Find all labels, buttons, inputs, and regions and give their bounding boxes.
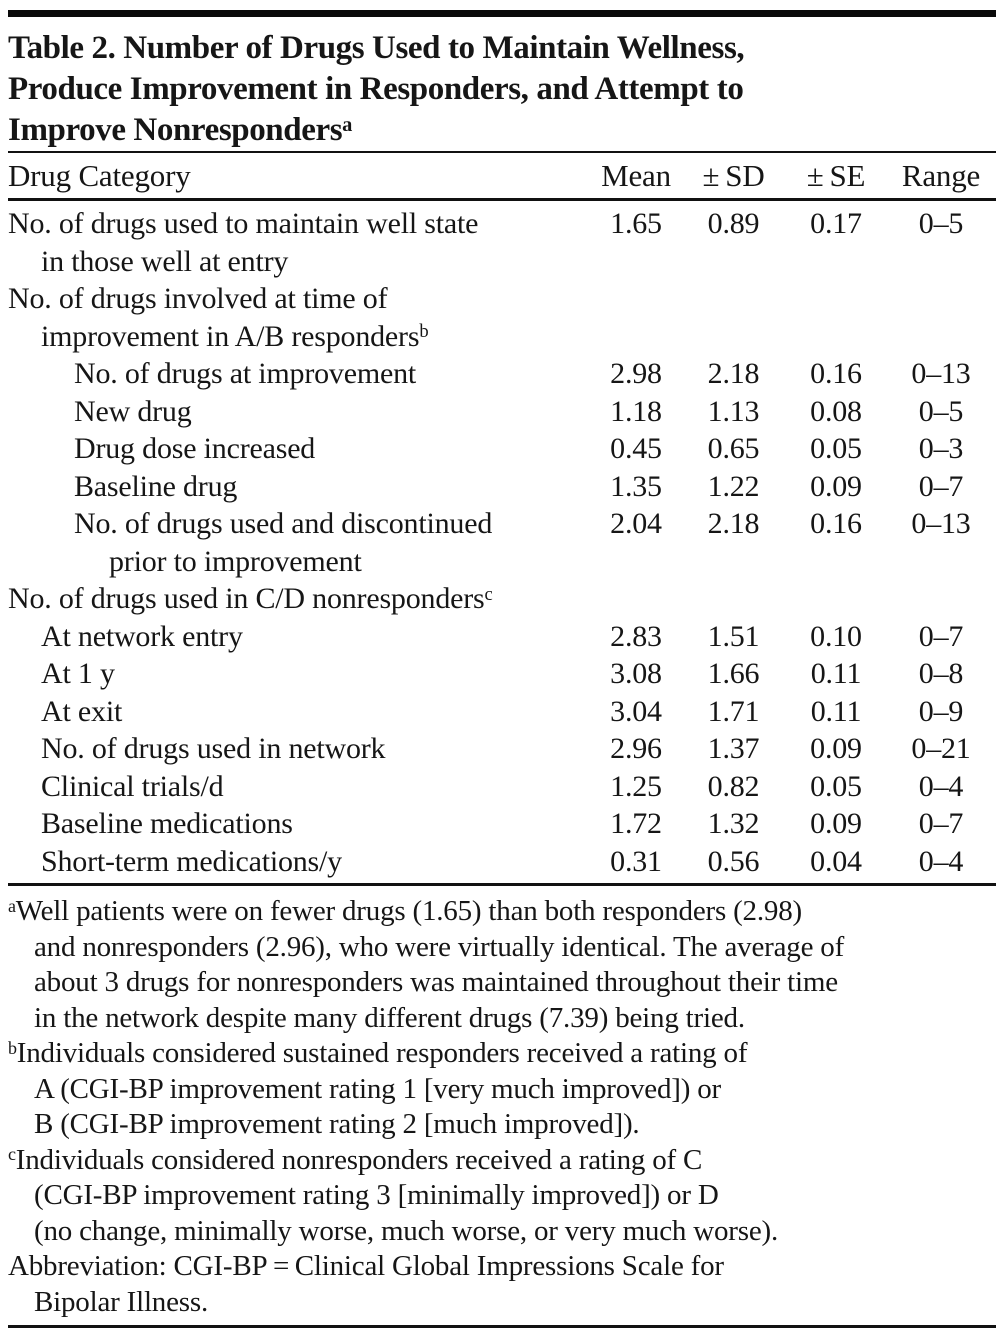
drug-category-label: Baseline medications bbox=[41, 807, 293, 840]
footnote-text: in the network despite many different drugs (7.39) being tried. bbox=[34, 1001, 745, 1034]
table-row bbox=[8, 205, 996, 243]
table-row bbox=[8, 280, 996, 318]
table-row bbox=[8, 468, 996, 506]
footnote-line bbox=[8, 1107, 996, 1143]
drug-category-cell bbox=[8, 543, 591, 581]
drug-category-label: Drug dose increased bbox=[74, 432, 316, 465]
footnote-marker: b bbox=[8, 1037, 17, 1058]
footnote-marker: c bbox=[8, 1144, 16, 1165]
table-row bbox=[8, 768, 996, 806]
range-cell: 0–3 bbox=[918, 432, 964, 465]
drug-category-cell bbox=[8, 355, 591, 393]
footnote-line bbox=[8, 1214, 996, 1250]
footnote-line bbox=[8, 1072, 996, 1108]
drug-category-label: No. of drugs used in C/D nonresponders bbox=[8, 582, 485, 615]
column-header-se: ± SE bbox=[806, 157, 866, 193]
sd-cell: 1.32 bbox=[707, 807, 760, 840]
se-cell: 0.05 bbox=[810, 432, 862, 465]
footnote-line bbox=[8, 894, 996, 930]
sd-cell: 2.18 bbox=[707, 507, 760, 540]
title-line: Table 2. Number of Drugs Used to Maintain Wellness, bbox=[8, 30, 745, 66]
table-bottom-rule bbox=[8, 1325, 996, 1328]
title-line bbox=[8, 110, 996, 151]
table-row bbox=[8, 655, 996, 693]
table-row bbox=[8, 505, 996, 543]
footnote-line bbox=[8, 1178, 996, 1214]
table-row bbox=[8, 805, 996, 843]
table-row bbox=[8, 730, 996, 768]
mean-cell: 1.35 bbox=[610, 469, 662, 503]
footnote-text: Individuals considered nonresponders received a rating of C bbox=[15, 1143, 703, 1176]
range-cell: 0–4 bbox=[918, 844, 964, 878]
drug-category-cell bbox=[8, 618, 591, 656]
se-cell: 0.08 bbox=[810, 394, 862, 428]
footnote-text: A (CGI-BP improvement rating 1 [very much improved]) or bbox=[34, 1072, 721, 1105]
range-cell: 0–5 bbox=[918, 394, 964, 428]
se-cell: 0.16 bbox=[810, 507, 862, 540]
drug-category-cell bbox=[8, 805, 591, 843]
column-header-row bbox=[8, 153, 996, 198]
table-row bbox=[8, 318, 996, 356]
drug-category-cell bbox=[8, 730, 591, 768]
footnotes-section bbox=[8, 894, 996, 1320]
table-row bbox=[8, 843, 996, 881]
range-cell: 0–7 bbox=[918, 619, 964, 653]
se-cell: 0.09 bbox=[810, 469, 862, 503]
range-cell: 0–7 bbox=[918, 469, 964, 503]
drug-category-label: improvement in A/B responders bbox=[41, 319, 420, 353]
se-cell: 0.17 bbox=[810, 207, 862, 240]
range-cell: 0–7 bbox=[918, 807, 964, 840]
drug-category-cell bbox=[8, 843, 591, 881]
footnote-text: and nonresponders (2.96), who were virtually identical. The average of bbox=[34, 930, 845, 963]
range-cell: 0–21 bbox=[911, 732, 971, 765]
mean-cell: 0.45 bbox=[610, 432, 662, 465]
drug-category-label: Clinical trials/d bbox=[41, 769, 224, 803]
sd-cell: 0.82 bbox=[707, 769, 760, 803]
footnote-text: (CGI-BP improvement rating 3 [minimally improved]) or D bbox=[34, 1179, 719, 1211]
table-row bbox=[8, 618, 996, 656]
se-cell: 0.09 bbox=[810, 732, 862, 765]
drug-category-label: New drug bbox=[74, 394, 192, 428]
sd-cell: 0.89 bbox=[707, 207, 760, 240]
drug-category-cell bbox=[8, 393, 591, 431]
footnote-text: B (CGI-BP improvement rating 2 [much improved]). bbox=[34, 1108, 640, 1140]
drug-category-cell bbox=[8, 580, 591, 618]
se-cell: 0.04 bbox=[810, 844, 862, 878]
sd-cell: 0.56 bbox=[707, 844, 760, 878]
footnote-text: (no change, minimally worse, much worse, or very much worse). bbox=[34, 1214, 779, 1247]
title-line: Produce Improvement in Responders, and Attempt to bbox=[8, 71, 744, 107]
drug-category-label: No. of drugs used and discontinued bbox=[74, 507, 493, 540]
row-footnote-marker: b bbox=[419, 321, 429, 343]
column-header-drug-category: Drug Category bbox=[8, 157, 191, 193]
drug-category-cell bbox=[8, 280, 591, 318]
column-header-mean: Mean bbox=[601, 157, 671, 193]
row-footnote-marker: c bbox=[484, 583, 493, 605]
drug-category-cell bbox=[8, 205, 591, 243]
title-line-text: Improve Nonresponders bbox=[8, 112, 343, 148]
drug-category-cell bbox=[8, 430, 591, 468]
mean-cell: 1.65 bbox=[610, 207, 662, 240]
sd-cell: 0.65 bbox=[707, 432, 760, 465]
drug-category-label: in those well at entry bbox=[41, 244, 289, 278]
footnote-line bbox=[8, 930, 996, 966]
footnote-line bbox=[8, 1001, 996, 1037]
body-bottom-rule bbox=[8, 883, 996, 886]
drug-category-label: No. of drugs used in network bbox=[41, 732, 386, 765]
footnote-line bbox=[8, 965, 996, 1001]
drug-category-label: At 1 y bbox=[41, 657, 115, 690]
drug-category-label: At network entry bbox=[41, 619, 243, 653]
footnote-text: Abbreviation: CGI-BP = Clinical Global Impressions Scale for bbox=[8, 1250, 724, 1282]
drug-category-cell bbox=[8, 505, 591, 543]
drug-category-cell bbox=[8, 655, 591, 693]
sd-cell: 1.13 bbox=[707, 394, 760, 428]
mean-cell: 2.83 bbox=[610, 619, 662, 653]
footnote-text: about 3 drugs for nonresponders was maintained throughout their time bbox=[34, 966, 838, 998]
table-row bbox=[8, 243, 996, 281]
mean-cell: 1.72 bbox=[610, 807, 662, 840]
footnote-marker: a bbox=[8, 895, 16, 916]
column-header-sd: ± SD bbox=[702, 157, 765, 193]
footnote-text: Well patients were on fewer drugs (1.65) than both responders (2.98) bbox=[15, 895, 802, 927]
table-title bbox=[8, 28, 996, 151]
drug-category-cell bbox=[8, 693, 591, 731]
footnote-text: Individuals considered sustained responders received a rating of bbox=[16, 1037, 748, 1069]
mean-cell: 2.96 bbox=[610, 732, 662, 765]
footnote-line bbox=[8, 1036, 996, 1072]
mean-cell: 1.25 bbox=[610, 769, 662, 803]
table-row bbox=[8, 393, 996, 431]
mean-cell: 0.31 bbox=[610, 844, 662, 878]
drug-category-label: No. of drugs involved at time of bbox=[8, 282, 388, 315]
se-cell: 0.16 bbox=[810, 357, 862, 390]
range-cell: 0–13 bbox=[911, 357, 971, 390]
table-body bbox=[8, 201, 996, 883]
se-cell: 0.09 bbox=[810, 807, 862, 840]
sd-cell: 2.18 bbox=[707, 357, 760, 390]
sd-cell: 1.51 bbox=[707, 619, 760, 653]
range-cell: 0–5 bbox=[918, 207, 964, 240]
sd-cell: 1.66 bbox=[707, 657, 760, 690]
se-cell: 0.11 bbox=[810, 694, 862, 728]
mean-cell: 2.04 bbox=[610, 507, 662, 540]
drug-category-cell bbox=[8, 243, 591, 281]
table-row bbox=[8, 355, 996, 393]
sd-cell: 1.71 bbox=[707, 694, 760, 728]
table-top-rule bbox=[8, 10, 996, 17]
footnote-text: Bipolar Illness. bbox=[34, 1285, 209, 1318]
range-cell: 0–13 bbox=[911, 507, 971, 540]
table-row bbox=[8, 430, 996, 468]
drug-category-label: No. of drugs at improvement bbox=[74, 357, 417, 390]
drug-category-label: At exit bbox=[41, 694, 123, 728]
range-cell: 0–9 bbox=[918, 694, 964, 728]
range-cell: 0–8 bbox=[918, 657, 964, 690]
drug-category-label: prior to improvement bbox=[109, 544, 362, 578]
footnote-line bbox=[8, 1285, 996, 1321]
range-cell: 0–4 bbox=[918, 769, 964, 803]
footnote-line bbox=[8, 1249, 996, 1285]
title-footnote-marker: a bbox=[342, 113, 352, 136]
table-row bbox=[8, 693, 996, 731]
drug-category-label: Short-term medications/y bbox=[41, 844, 342, 878]
mean-cell: 3.08 bbox=[610, 657, 662, 690]
drug-category-label: Baseline drug bbox=[74, 469, 238, 503]
table-row bbox=[8, 543, 996, 581]
drug-category-label: No. of drugs used to maintain well state bbox=[8, 207, 479, 240]
se-cell: 0.11 bbox=[810, 657, 862, 690]
footnote-line bbox=[8, 1143, 996, 1179]
mean-cell: 2.98 bbox=[610, 357, 662, 390]
mean-cell: 3.04 bbox=[610, 694, 662, 728]
se-cell: 0.10 bbox=[810, 619, 862, 653]
drug-category-cell bbox=[8, 768, 591, 806]
column-header-range: Range bbox=[901, 157, 981, 193]
se-cell: 0.05 bbox=[810, 769, 862, 803]
sd-cell: 1.37 bbox=[707, 732, 760, 765]
mean-cell: 1.18 bbox=[610, 394, 662, 428]
drug-category-cell bbox=[8, 468, 591, 506]
sd-cell: 1.22 bbox=[707, 469, 760, 503]
table-row bbox=[8, 580, 996, 618]
drug-category-cell bbox=[8, 318, 591, 356]
